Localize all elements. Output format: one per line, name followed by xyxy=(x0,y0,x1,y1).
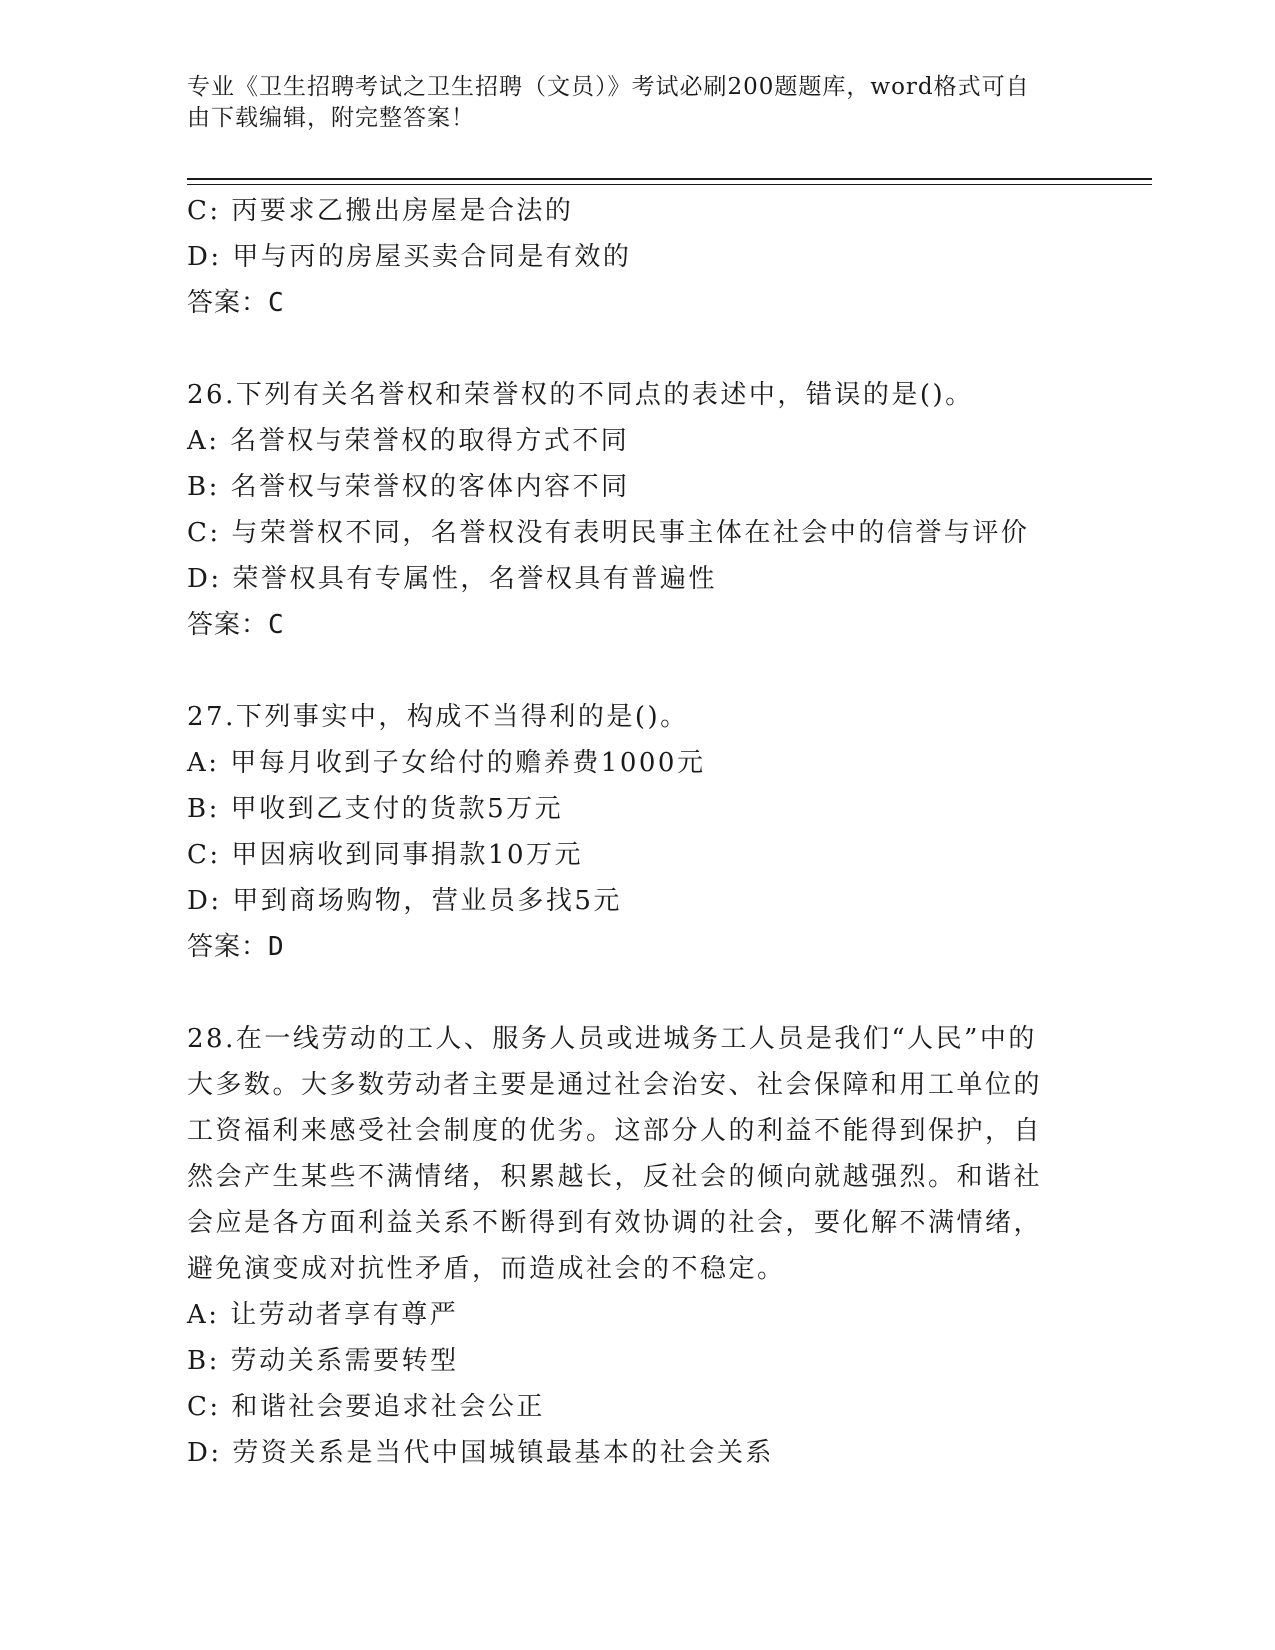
q28-option-b: B: 劳动关系需要转型 xyxy=(187,1346,459,1376)
q28-stem-line: 会应是各方面利益关系不断得到有效协调的社会，要化解不满情绪， xyxy=(187,1208,1043,1238)
q25-option-c: C: 丙要求乙搬出房屋是合法的 xyxy=(187,196,574,226)
q27-option-d: D: 甲到商场购物，营业员多找5元 xyxy=(187,886,622,916)
q26-stem-line: 26.下列有关名誉权和荣誉权的不同点的表述中，错误的是()。 xyxy=(187,380,974,410)
q27-option-c: C: 甲因病收到同事捐款10万元 xyxy=(187,840,584,870)
q28-stem-line: 然会产生某些不满情绪，积累越长，反社会的倾向就越强烈。和谐社 xyxy=(187,1162,1043,1192)
spacer xyxy=(187,648,1087,694)
header-divider-thin xyxy=(187,184,1152,185)
q27-answer: 答案：D xyxy=(187,932,285,962)
q28-option-c: C: 和谐社会要追求社会公正 xyxy=(187,1392,545,1422)
spacer xyxy=(187,326,1087,372)
header-line-1: 专业《卫生招聘考试之卫生招聘（文员）》考试必刷200题题库，word格式可自 xyxy=(187,74,1030,100)
header-line-2: 由下载编辑，附完整答案！ xyxy=(187,105,475,131)
q27-option-a: A: 甲每月收到子女给付的赡养费1000元 xyxy=(187,748,706,778)
spacer xyxy=(187,970,1087,1016)
q28-stem-line: 工资福利来感受社会制度的优劣。这部分人的利益不能得到保护，自 xyxy=(187,1116,1043,1146)
q26-answer: 答案：C xyxy=(187,610,285,640)
q25-option-d: D: 甲与丙的房屋买卖合同是有效的 xyxy=(187,242,632,272)
q27-option-b: B: 甲收到乙支付的货款5万元 xyxy=(187,794,564,824)
q28-stem-line: 大多数。大多数劳动者主要是通过社会治安、社会保障和用工单位的 xyxy=(187,1070,1043,1100)
q27-stem-line: 27.下列事实中，构成不当得利的是()。 xyxy=(187,702,689,732)
q26-option-d: D: 荣誉权具有专属性，名誉权具有普遍性 xyxy=(187,564,717,594)
q28-stem xyxy=(187,1016,1087,1292)
document-header xyxy=(187,72,1067,134)
q28-option-d: D: 劳资关系是当代中国城镇最基本的社会关系 xyxy=(187,1438,774,1468)
q27-stem xyxy=(187,694,1087,740)
question-content xyxy=(187,188,1087,1476)
q26-stem xyxy=(187,372,1087,418)
q26-option-c: C: 与荣誉权不同，名誉权没有表明民事主体在社会中的信誉与评价 xyxy=(187,518,1030,548)
q26-option-a: A: 名誉权与荣誉权的取得方式不同 xyxy=(187,426,630,456)
header-divider-thick xyxy=(187,178,1152,180)
q28-option-a: A: 让劳动者享有尊严 xyxy=(187,1300,459,1330)
q28-stem-line: 避免演变成对抗性矛盾，而造成社会的不稳定。 xyxy=(187,1254,786,1284)
q25-answer: 答案：C xyxy=(187,288,285,318)
q26-option-b: B: 名誉权与荣誉权的客体内容不同 xyxy=(187,472,630,502)
q28-stem-line: 28.在一线劳动的工人、服务人员或进城务工人员是我们“人民”中的 xyxy=(187,1024,1037,1054)
